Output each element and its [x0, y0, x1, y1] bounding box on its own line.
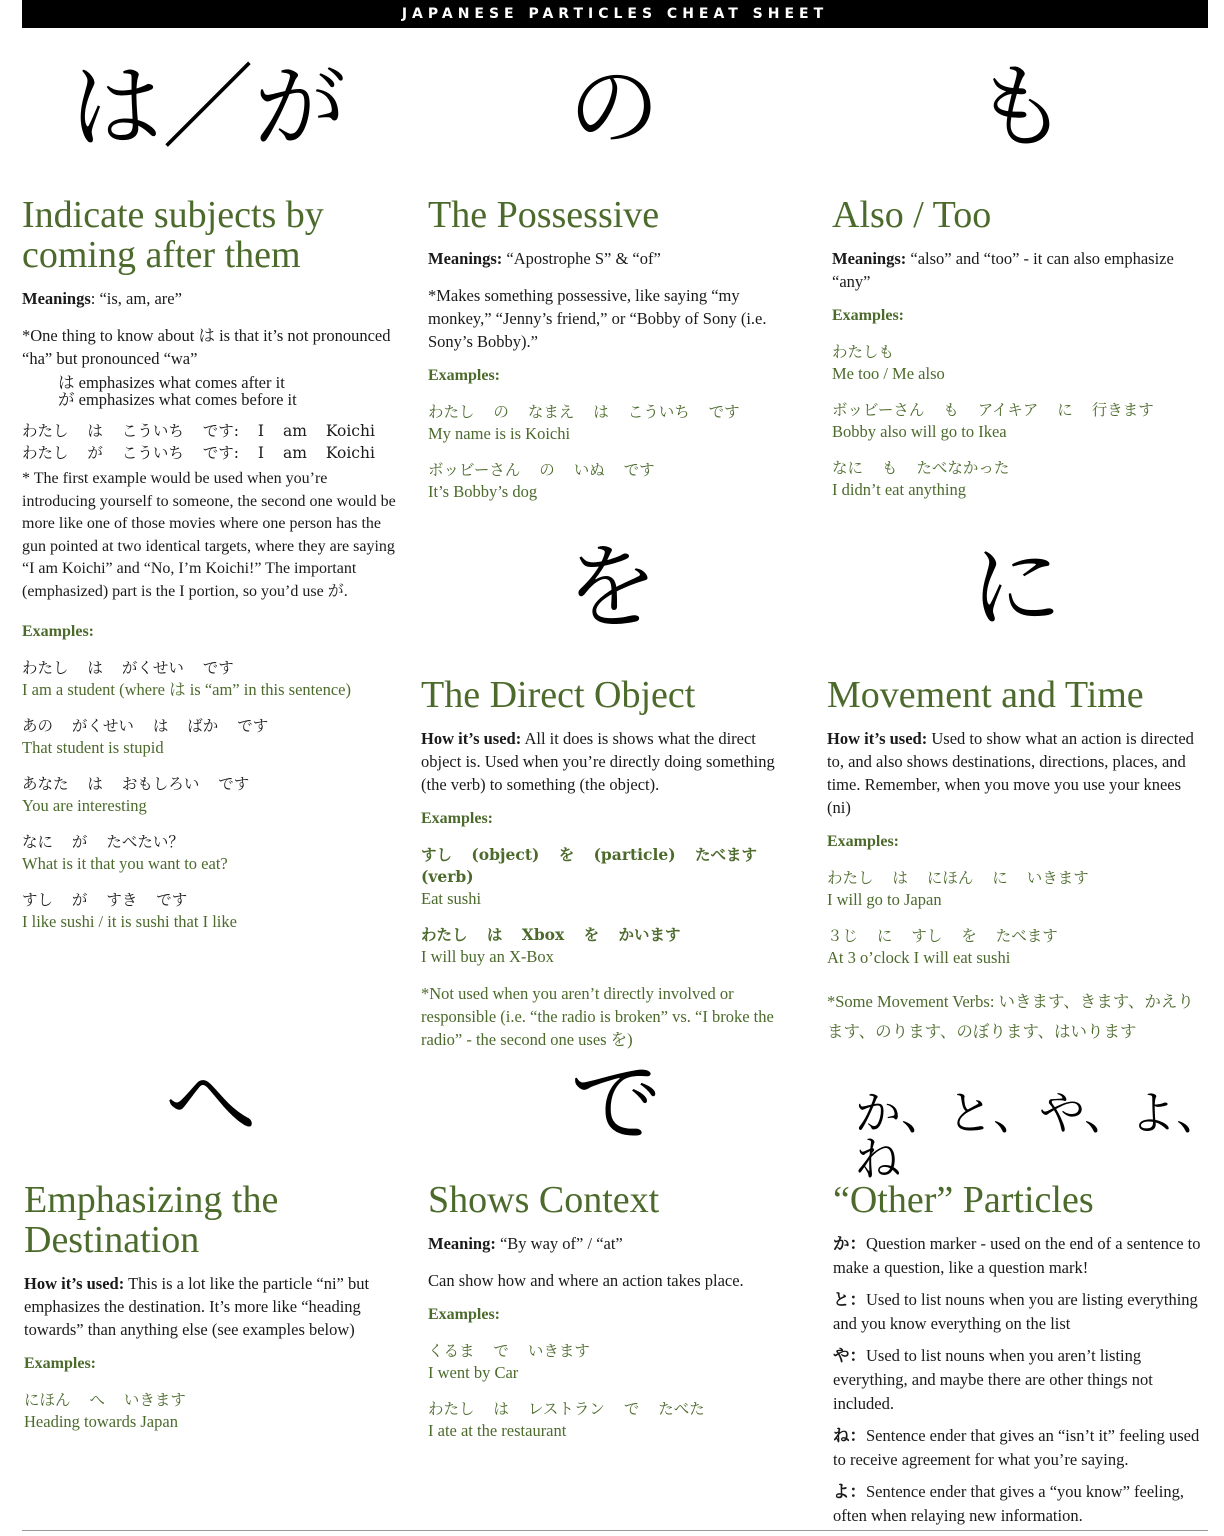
how-used: How it’s used: All it does is shows what the direct object is. Used when you’re directly doing something (the verb) to something (the object).: [421, 729, 775, 794]
example-en: My name is is Koichi: [428, 424, 571, 443]
example-line: わたし は こういち です: I am Koichi: [22, 422, 375, 440]
meanings: Meanings: “is, am, are”: [22, 289, 182, 308]
example-en: What is it that you want to eat?: [22, 854, 228, 873]
example-en: Heading towards Japan: [24, 1412, 178, 1431]
example-en: I will go to Japan: [827, 890, 942, 909]
section-de: [428, 1180, 798, 1456]
glyph-others: か、と、や、よ、ね: [855, 1086, 1223, 1186]
meanings: Meanings: “also” and “too” - it can also emphasize “any”: [832, 249, 1174, 291]
glyph-no: の: [568, 54, 661, 161]
how-used: How it’s used: This is a lot like the particle “ni” but emphasizes the destination. It’s more like “heading towards” than anything else (see examples below): [24, 1274, 370, 1339]
example-en: At 3 o’clock I will eat sushi: [827, 948, 1011, 967]
example-jp: ボッビーさん の いぬ です: [428, 461, 655, 479]
examples-label: Examples:: [428, 367, 500, 384]
note: *Some Movement Verbs: いきます、きます、かえります、のります、のぼります、はいります: [827, 992, 1194, 1041]
examples-label: Examples:: [421, 810, 493, 827]
note: *Not used when you aren’t directly involved or responsible (i.e. “the radio is broken” vs. “I broke the radio” - the second one uses を): [421, 984, 774, 1049]
header-title: JAPANESE PARTICLES CHEAT SHEET: [401, 6, 829, 22]
example-jp: わたし は Xbox を かいます: [421, 925, 681, 944]
examples-label: Examples:: [22, 623, 94, 640]
section-he: [24, 1180, 394, 1447]
example-jp: ボッビーさん も アイキア に 行きます: [832, 401, 1154, 419]
example-en: I will buy an X-Box: [421, 947, 554, 966]
example-line: わたし が こういち です: I am Koichi: [22, 444, 375, 462]
examples-label: Examples:: [832, 307, 904, 324]
example-jp: わたし の なまえ は こういち です: [428, 403, 740, 421]
note: *Makes something possessive, like saying “my monkey,” “Jenny’s friend,” or “Bobby of Sony (i.e. Sony’s Bobby).”: [428, 286, 767, 351]
example-en: Eat sushi: [421, 889, 482, 908]
section-title: Emphasizing the Destination: [24, 1179, 279, 1261]
example-jp: わたし は にほん に いきます: [827, 869, 1089, 887]
example-jp: あなた は おもしろい です: [22, 775, 250, 793]
particle-ka: か：Question marker - used on the end of a sentence to make a question, like a question mark!: [833, 1234, 1201, 1277]
examples-list: [22, 657, 397, 933]
section-ni: [827, 675, 1202, 1047]
section-title: Indicate subjects by coming after them: [22, 194, 324, 276]
particle-yo: よ：Sentence ender that gives a “you know” feeling, often when relaying new information.: [833, 1482, 1184, 1525]
example-jp: すし (object) を (particle) たべます (verb): [421, 845, 757, 886]
example-jp: あの がくせい は ばか です: [22, 717, 269, 735]
example-en: I am a student (where は is “am” in this sentence): [22, 680, 351, 699]
example-en: You are interesting: [22, 796, 147, 815]
example-en: I didn’t eat anything: [832, 480, 966, 499]
bottom-rule: [22, 1530, 1208, 1531]
note: * The first example would be used when you’re introducing yourself to someone, the second one would be more like one of those movies where one person has the gun pointed at two identical targets, where they are saying “I am Koichi” and “No, I’m Koichi!” The important (emphasized) part is the I portion, so you’d use が.: [22, 470, 396, 600]
example-en: I ate at the restaurant: [428, 1421, 567, 1440]
example-en: Bobby also will go to Ikea: [832, 422, 1007, 441]
example-jp: わたし は がくせい です: [22, 659, 234, 677]
example-jp: すし が すき です: [22, 891, 188, 909]
section-title: “Other” Particles: [833, 1179, 1094, 1221]
example-jp: なに が たべたい？: [22, 833, 184, 851]
header-bar: [22, 0, 1208, 28]
example-jp: なに も たべなかった: [832, 459, 1010, 477]
example-jp: ３じ に すし を たべます: [827, 927, 1058, 945]
example-en: I like sushi / it is sushi that I like: [22, 912, 237, 931]
section-title: The Possessive: [428, 194, 660, 236]
section-other-particles: [833, 1180, 1205, 1536]
note: Can show how and where an action takes place.: [428, 1271, 744, 1290]
example-jp: わたし は レストラン で たべた: [428, 1400, 705, 1418]
glyph-de: で: [570, 1050, 663, 1157]
section-title: Shows Context: [428, 1179, 660, 1221]
example-jp: わたしも: [832, 343, 895, 361]
section-mo: [832, 195, 1202, 515]
particle-to: と：Used to list nouns when you are listing everything and you know everything on the list: [833, 1290, 1198, 1333]
example-jp: くるま で いきます: [428, 1342, 590, 1360]
glyph-wa-ga: は／が: [70, 54, 347, 161]
emphasis-notes: は emphasizes what comes after it が emphasizes what comes before it: [58, 373, 297, 409]
how-used: How it’s used: Used to show what an action is directed to, and also shows destinations, directions, places, and time. Remember, when you move you use your knees (ni): [827, 729, 1194, 817]
section-title: The Direct Object: [421, 674, 696, 716]
glyph-he: へ: [165, 1050, 258, 1157]
particle-ya: や：Used to list nouns when you aren’t listing everything, and maybe there are other things not included.: [833, 1346, 1153, 1413]
meanings: Meanings: “Apostrophe S” & “of”: [428, 249, 661, 268]
example-en: That student is stupid: [22, 738, 164, 757]
examples-label: Examples:: [827, 833, 899, 850]
example-jp: にほん へ いきます: [24, 1391, 186, 1409]
section-wo: [421, 675, 796, 1051]
section-title: Also / Too: [832, 194, 992, 236]
examples-label: Examples:: [24, 1355, 96, 1372]
section-title: Movement and Time: [827, 674, 1144, 716]
glyph-mo: も: [975, 54, 1068, 161]
examples-label: Examples:: [428, 1306, 500, 1323]
section-no: [428, 195, 798, 517]
meaning: Meaning: “By way of” / “at”: [428, 1234, 623, 1253]
example-en: I went by Car: [428, 1363, 519, 1382]
particle-ne: ね：Sentence ender that gives an “isn’t it” feeling used to receive agreement for what you’re saying.: [833, 1426, 1200, 1469]
section-wa-ga: [22, 195, 397, 947]
glyph-wo: を: [566, 534, 659, 641]
note: *One thing to know about は is that it’s not pronounced “ha” but pronounced “wa”: [22, 326, 391, 368]
example-en: It’s Bobby’s dog: [428, 482, 538, 501]
glyph-ni: に: [970, 534, 1063, 641]
example-en: Me too / Me also: [832, 364, 945, 383]
